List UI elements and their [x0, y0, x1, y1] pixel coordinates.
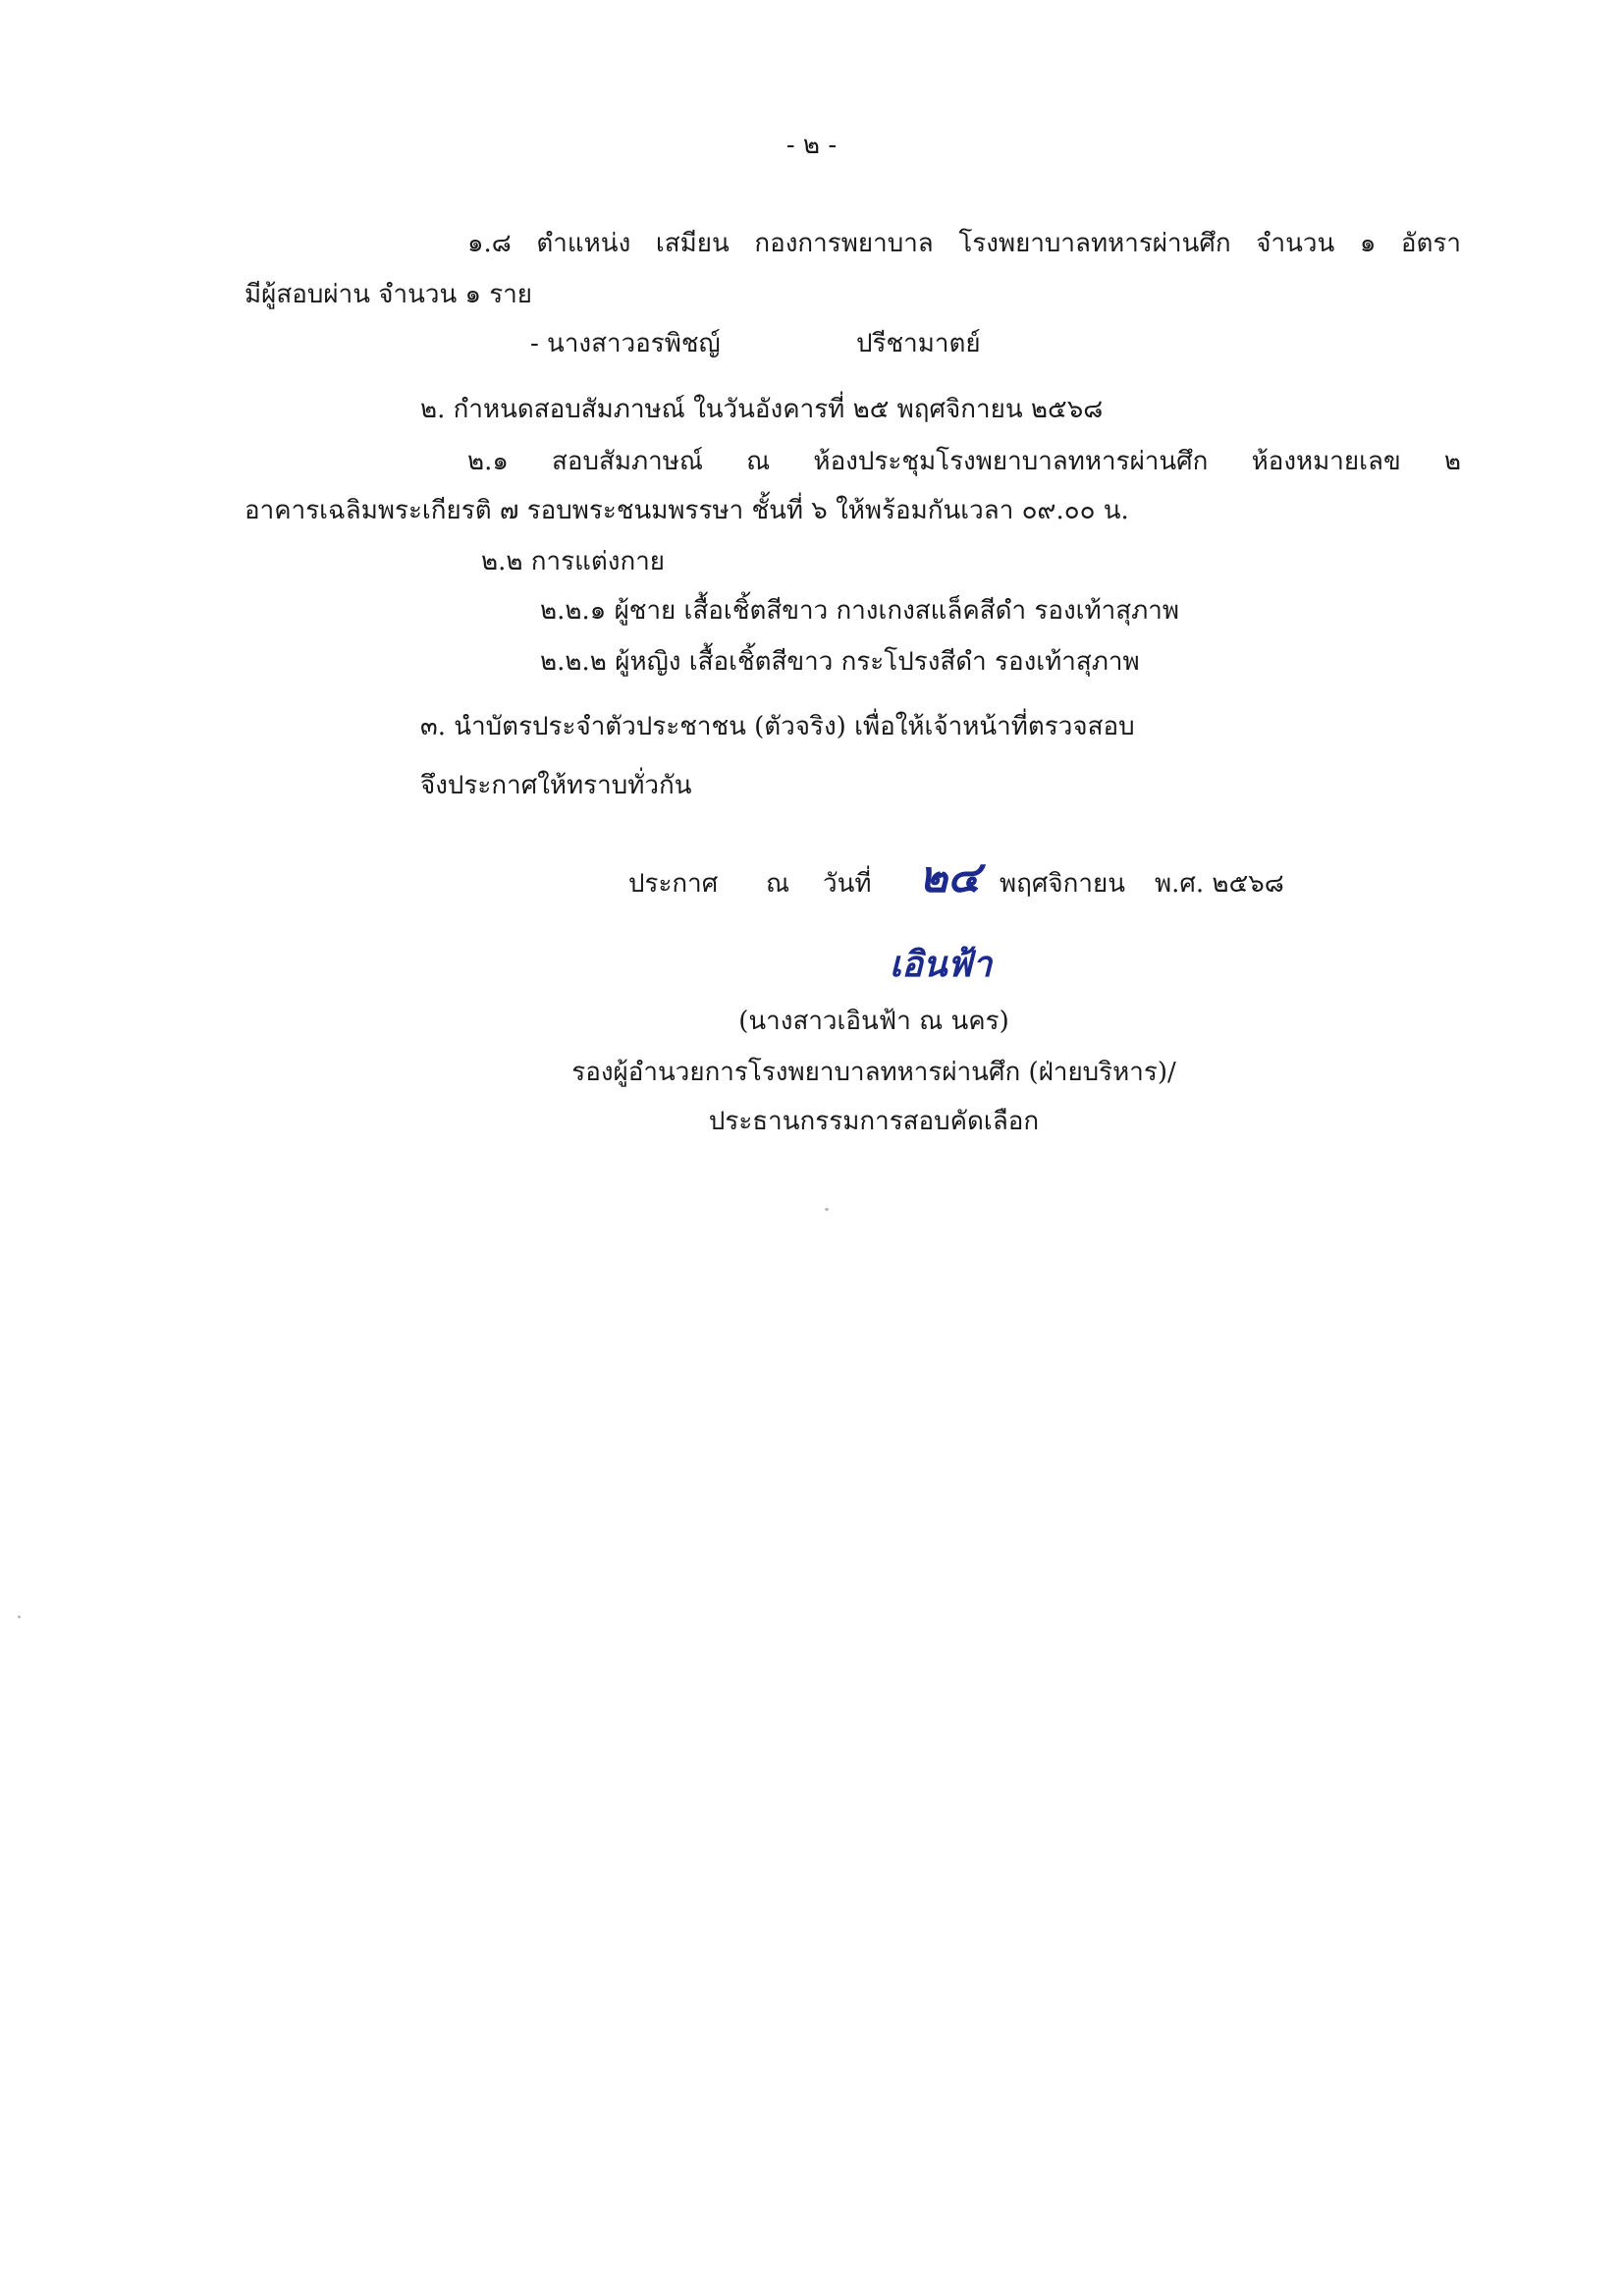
signer-position-line1: รองผู้อำนวยการโรงพยาบาลทหารผ่านศึก (ฝ่ายบริหาร)/	[571, 1058, 1176, 1087]
era-year: พ.ศ. ๒๕๖๘	[1155, 869, 1284, 899]
announce-at: ณ	[766, 869, 790, 899]
signer-name: (นางสาวเอินฟ้า ณ นคร)	[738, 1007, 1009, 1036]
scan-speck	[18, 1615, 21, 1618]
announcement-date-line	[0, 852, 1623, 913]
closing-statement: จึงประกาศให้ทราบทั่วกัน	[420, 771, 692, 800]
page-number: - ๒ -	[785, 131, 838, 160]
item-2-2-1: ๒.๒.๑ ผู้ชาย เสื้อเชิ้ตสีขาว กางเกงสแล็คสีดำ รองเท้าสุภาพ	[540, 596, 1180, 626]
item-3: ๓. นำบัตรประจำตัวประชาชน (ตัวจริง) เพื่อให้เจ้าหน้าที่ตรวจสอบ	[420, 712, 1135, 741]
day-label: วันที่	[823, 869, 872, 899]
item-2-2-heading: ๒.๒ การแต่งกาย	[481, 547, 666, 576]
month: พฤศจิกายน	[1000, 869, 1125, 899]
item-2-1-line1: ๒.๑ สอบสัมภาษณ์ ณ ห้องประชุมโรงพยาบาลทหารผ่านศึก ห้องหมายเลข ๒	[467, 447, 1461, 476]
announce-label: ประกาศ	[628, 869, 719, 899]
candidate-first-name: - นางสาวอรพิชญ์	[530, 329, 721, 358]
item-2-2-2: ๒.๒.๒ ผู้หญิง เสื้อเชิ้ตสีขาว กระโปรงสีดำ รองเท้าสุภาพ	[540, 647, 1140, 677]
signature-handwritten: เอินฟ้า	[890, 945, 993, 985]
item-1-8-line2: มีผู้สอบผ่าน จำนวน ๑ ราย	[244, 280, 533, 309]
scan-speck	[825, 1208, 829, 1211]
item-1-8-line1: ๑.๘ ตำแหน่ง เสมียน กองการพยาบาล โรงพยาบาลทหารผ่านศึก จำนวน ๑ อัตรา	[467, 229, 1461, 258]
day-handwritten: ๒๔	[919, 852, 981, 902]
candidate-last-name: ปรีชามาตย์	[856, 329, 981, 358]
item-2-1-line2: อาคารเฉลิมพระเกียรติ ๗ รอบพระชนมพรรษา ชั้นที่ ๖ ให้พร้อมกันเวลา ๐๙.๐๐ น.	[244, 496, 1129, 525]
item-2-title: ๒. กำหนดสอบสัมภาษณ์ ในวันอังคารที่ ๒๕ พฤศจิกายน ๒๕๖๘	[420, 395, 1104, 424]
signer-position-line2: ประธานกรรมการสอบคัดเลือก	[708, 1107, 1040, 1136]
